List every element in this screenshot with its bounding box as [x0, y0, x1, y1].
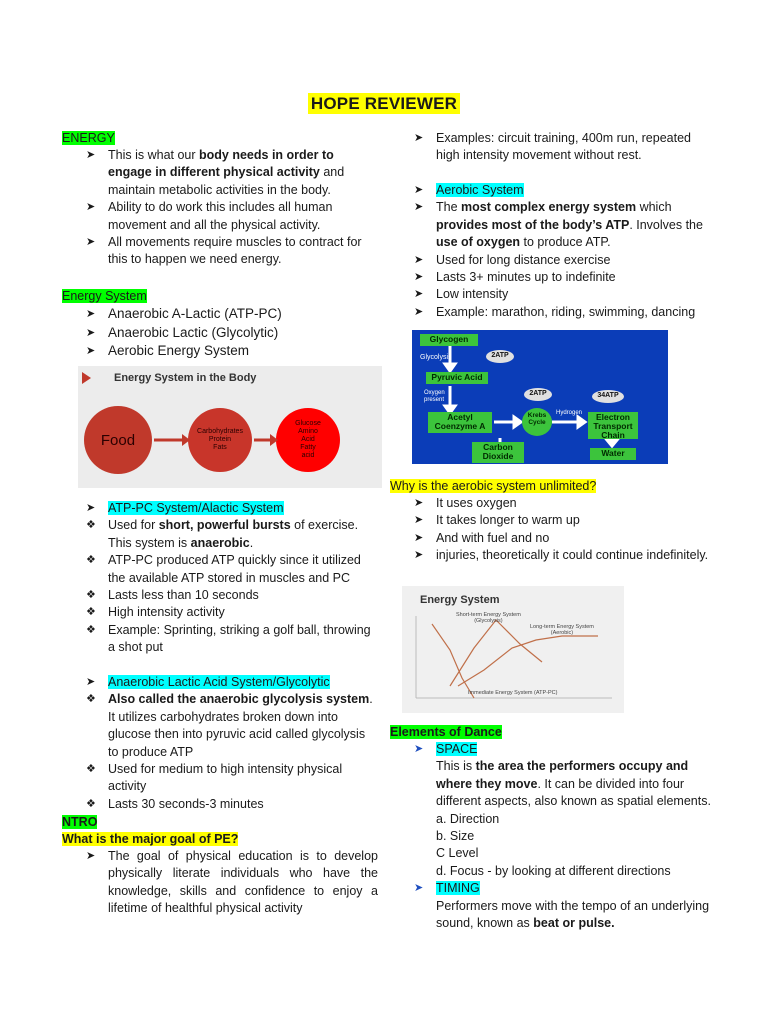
list-item: ➤ Aerobic Energy System — [62, 342, 378, 361]
arrow-bullet-icon: ➤ — [414, 184, 424, 196]
diamond-bullet-icon: ❖ — [86, 589, 96, 602]
list-item: ➤ This is what our body needs in order to engage in different physical activity and maintain metabolic activities in the body. — [86, 148, 345, 197]
atp-burst-34: 34ATP — [592, 390, 624, 403]
diamond-bullet-icon: ❖ — [86, 606, 96, 619]
arrow-bullet-icon: ➤ — [414, 497, 424, 509]
graph-title: Energy System — [420, 594, 500, 606]
intro-section — [62, 814, 378, 918]
atp-pc-heading-item — [62, 500, 378, 517]
why-question: Why is the aerobic system unlimited? — [390, 479, 597, 493]
aerobic-heading-item — [390, 182, 718, 199]
list-item: ❖ Example: Sprinting, striking a golf ball, throwing a shot put — [86, 622, 371, 655]
diamond-bullet-icon: ❖ — [86, 797, 96, 810]
short-term-label: Short-term Energy System (Glycolysis) — [456, 612, 521, 624]
timing-text: Performers move with the tempo of an underlying sound, known as beat or pulse. — [436, 898, 710, 931]
energy-heading: ENERGY — [62, 131, 115, 145]
figure-title: Energy System in the Body — [114, 372, 257, 384]
krebs-cycle-circle: Krebs Cycle — [522, 408, 552, 436]
list-item: ➤ Low intensity — [390, 286, 718, 303]
list-item: ➤ injuries, theoretically it could continue indefinitely. — [390, 547, 718, 564]
energy-system-list — [62, 305, 378, 361]
arrow-bullet-icon: ➤ — [86, 201, 96, 214]
space-text: This is the area the performers occupy and where they move. It can be divided into four different aspects, also known as spatial elements. — [436, 759, 711, 809]
list-item: ➤ The goal of physical education is to develop physically literate individuals who have the knowledge, skills and confidence to enjoy a lifetime of healthful physical activity — [86, 849, 378, 916]
carbon-dioxide-box: Carbon Dioxide — [472, 442, 524, 463]
arrow-bullet-icon: ➤ — [414, 549, 424, 562]
nutrients-circle: Carbohydrates Protein Fats — [188, 408, 252, 472]
space-item: a. Direction — [436, 811, 500, 826]
dance-section — [390, 724, 718, 932]
arrow-bullet-icon: ➤ — [86, 149, 96, 161]
arrow-bullet-icon: ➤ — [414, 531, 424, 544]
pyruvic-acid-box: Pyruvic Acid — [426, 372, 488, 384]
arrow-bullet-icon: ➤ — [414, 271, 424, 284]
hydrogen-label: Hydrogen — [556, 410, 583, 416]
arrow-bullet-icon: ➤ — [86, 308, 96, 320]
list-item: ❖ High intensity activity — [62, 604, 378, 621]
timing-heading: TIMING — [436, 881, 480, 896]
arrow-bullet-icon: ➤ — [414, 743, 424, 755]
arrow-bullet-icon: ➤ — [86, 676, 96, 688]
arrow-bullet-icon: ➤ — [414, 253, 424, 266]
energy-system-section — [62, 288, 378, 361]
space-item: d. Focus - by looking at different directions — [436, 863, 671, 878]
why-section — [390, 478, 718, 565]
diamond-bullet-icon: ❖ — [86, 763, 96, 776]
energy-section — [62, 130, 378, 269]
list-item: ❖ Used for short, powerful bursts of exercise. This system is anaerobic. — [86, 518, 359, 550]
list-item: ❖ ATP-PC produced ATP quickly since it utilized the available ATP stored in muscles and PC — [86, 553, 361, 585]
energy-system-graph — [402, 586, 624, 713]
list-item: ➤ Lasts 3+ minutes up to indefinite — [390, 269, 718, 286]
energy-system-heading: Energy System — [62, 289, 147, 303]
atp-pc-section — [62, 500, 378, 657]
space-heading-item — [390, 741, 718, 758]
arrow-bullet-icon: ➤ — [86, 326, 96, 339]
arrow-bullet-icon: ➤ — [414, 201, 424, 214]
oxygen-label: Oxygen present — [424, 390, 445, 403]
list-item: ➤ Example: marathon, riding, swimming, dancing — [390, 304, 718, 321]
list-item: ➤ Ability to do work this includes all human movement and all the physical activity. — [86, 200, 333, 232]
lactic-heading-item — [62, 674, 378, 691]
list-item: ➤ And with fuel and no — [390, 530, 718, 547]
list-item: ❖ Lasts 30 seconds-3 minutes — [62, 796, 378, 813]
long-term-label: Long-term Energy System (Aerobic) — [530, 624, 594, 636]
food-circle: Food — [84, 406, 152, 474]
list-item: ➤ The most complex energy system which provides most of the body’s ATP. Involves the use of oxygen to produce ATP. — [414, 200, 703, 250]
list-item: ➤ Used for long distance exercise — [390, 252, 718, 269]
energy-list — [62, 147, 378, 269]
acetyl-coa-box: Acetyl Coenzyme A — [428, 412, 492, 433]
list-item: ❖ Also called the anaerobic glycolysis system. It utilizes carbohydrates broken down into glucose then into pyruvic acid called glycolysis to produce ATP — [86, 692, 373, 759]
space-item: b. Size — [436, 829, 475, 844]
list-item: ➤ Anaerobic Lactic (Glycolytic) — [62, 324, 378, 343]
title-wrap — [0, 94, 768, 114]
aerobic-pathway-figure — [412, 330, 668, 464]
fuel-circle: Glucose Amino Acid Fatty acid — [276, 408, 340, 472]
arrow-bullet-icon: ➤ — [414, 132, 424, 144]
arrow-bullet-icon: ➤ — [414, 288, 424, 301]
dance-heading: Elements of Dance — [390, 725, 502, 739]
arrow-bullet-icon: ➤ — [414, 305, 424, 318]
figure-arrows — [78, 366, 382, 488]
diamond-bullet-icon: ❖ — [86, 693, 96, 706]
timing-heading-item — [390, 880, 718, 897]
page-title: HOPE REVIEWER — [308, 93, 460, 114]
diamond-bullet-icon: ❖ — [86, 519, 96, 532]
intro-label: NTRO — [62, 815, 98, 829]
list-item: ➤ Anaerobic A-Lactic (ATP-PC) — [62, 305, 378, 324]
arrow-bullet-icon: ➤ — [414, 882, 424, 895]
immediate-label: Immediate Energy System (ATP-PC) — [468, 690, 558, 696]
list-item: ➤ Examples: circuit training, 400m run, repeated high intensity movement without rest. — [414, 131, 691, 163]
intro-question: What is the major goal of PE? — [62, 832, 239, 846]
list-item: ❖ Used for medium to high intensity physical activity — [86, 762, 343, 794]
water-box: Water — [590, 448, 636, 460]
list-item: ❖ Lasts less than 10 seconds — [62, 587, 378, 604]
lactic-heading: Anaerobic Lactic Acid System/Glycolytic — [108, 675, 330, 689]
electron-transport-box: Electron Transport Chain — [588, 412, 638, 439]
lactic-section — [62, 674, 378, 813]
atp-burst-1: 2ATP — [486, 350, 514, 363]
list-item: ➤ All movements require muscles to contract for this to happen we need energy. — [86, 235, 362, 267]
glycolysis-label: Glycolysis — [420, 354, 452, 361]
list-item: ➤ It uses oxygen — [390, 495, 718, 512]
arrow-bullet-icon: ➤ — [86, 236, 96, 249]
arrow-bullet-icon: ➤ — [86, 502, 96, 514]
aerobic-section — [390, 182, 718, 321]
aerobic-heading: Aerobic System — [436, 183, 524, 197]
arrow-bullet-icon: ➤ — [86, 850, 96, 862]
glycogen-box: Glycogen — [420, 334, 478, 346]
space-heading: SPACE — [436, 742, 478, 756]
space-item: C Level — [436, 846, 479, 861]
energy-system-figure — [78, 366, 382, 488]
diamond-bullet-icon: ❖ — [86, 623, 96, 636]
examples-top — [390, 130, 718, 165]
atp-pc-heading: ATP-PC System/Alactic System — [108, 501, 284, 515]
atp-burst-2: 2ATP — [524, 388, 552, 401]
diamond-bullet-icon: ❖ — [86, 554, 96, 567]
arrow-bullet-icon: ➤ — [414, 514, 424, 527]
arrow-bullet-icon: ➤ — [86, 345, 96, 357]
list-item: ➤ It takes longer to warm up — [390, 512, 718, 529]
